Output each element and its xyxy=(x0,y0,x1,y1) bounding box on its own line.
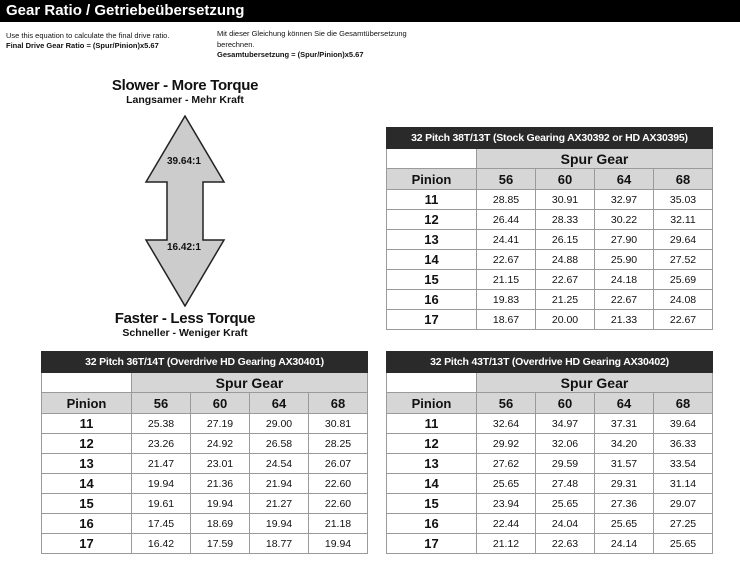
spur-gear-label: Spur Gear xyxy=(477,149,713,169)
spur-gear-label: Spur Gear xyxy=(132,373,368,393)
ratio-cell: 29.59 xyxy=(536,454,595,474)
table-title: 32 Pitch 43T/13T (Overdrive HD Gearing AX30402) xyxy=(387,352,713,373)
spur-tooth-header: 68 xyxy=(654,169,713,190)
pinion-cell: 14 xyxy=(387,250,477,270)
table-title-row xyxy=(387,352,713,373)
header-row xyxy=(42,393,368,414)
table-row xyxy=(42,454,368,474)
overdrive-36t-table xyxy=(41,351,368,554)
ratio-cell: 22.67 xyxy=(477,250,536,270)
ratio-cell: 24.54 xyxy=(250,454,309,474)
ratio-cell: 30.91 xyxy=(536,190,595,210)
spur-gear-row xyxy=(387,373,713,393)
ratio-cell: 21.94 xyxy=(250,474,309,494)
intro-german xyxy=(217,29,457,61)
pinion-cell: 17 xyxy=(42,534,132,554)
pinion-header: Pinion xyxy=(387,393,477,414)
table-row xyxy=(387,474,713,494)
pinion-cell: 15 xyxy=(387,494,477,514)
table-title: 32 Pitch 38T/13T (Stock Gearing AX30392 or HD AX30395) xyxy=(387,128,713,149)
ratio-cell: 16.42 xyxy=(132,534,191,554)
pinion-cell: 14 xyxy=(387,474,477,494)
ratio-cell: 29.92 xyxy=(477,434,536,454)
pinion-cell: 15 xyxy=(387,270,477,290)
ratio-cell: 39.64 xyxy=(654,414,713,434)
table-row xyxy=(387,310,713,330)
spur-tooth-header: 64 xyxy=(250,393,309,414)
ratio-cell: 25.90 xyxy=(595,250,654,270)
faster-sub-label: Schneller - Weniger Kraft xyxy=(122,327,248,339)
table-title: 32 Pitch 36T/14T (Overdrive HD Gearing AX30401) xyxy=(42,352,368,373)
ratio-cell: 21.33 xyxy=(595,310,654,330)
ratio-cell: 29.07 xyxy=(654,494,713,514)
ratio-cell: 28.85 xyxy=(477,190,536,210)
ratio-cell: 18.67 xyxy=(477,310,536,330)
ratio-cell: 27.62 xyxy=(477,454,536,474)
ratio-cell: 25.65 xyxy=(654,534,713,554)
ratio-cell: 31.57 xyxy=(595,454,654,474)
table-row xyxy=(387,210,713,230)
ratio-cell: 26.58 xyxy=(250,434,309,454)
table-row xyxy=(387,250,713,270)
table-row xyxy=(387,414,713,434)
slower-main-label: Slower - More Torque xyxy=(111,77,259,94)
page-title: Gear Ratio / Getriebeübersetzung xyxy=(0,0,740,22)
pinion-cell: 13 xyxy=(387,230,477,250)
ratio-cell: 27.36 xyxy=(595,494,654,514)
ratio-cell: 21.47 xyxy=(132,454,191,474)
spur-tooth-header: 60 xyxy=(536,169,595,190)
ratio-cell: 25.65 xyxy=(536,494,595,514)
intro-de-instruction: Mit dieser Gleichung können Sie die Gesamtübersetzung xyxy=(217,29,407,38)
ratio-cell: 24.88 xyxy=(536,250,595,270)
ratio-cell: 36.33 xyxy=(654,434,713,454)
pinion-cell: 13 xyxy=(42,454,132,474)
ratio-cell: 22.67 xyxy=(536,270,595,290)
ratio-cell: 20.00 xyxy=(536,310,595,330)
ratio-cell: 26.07 xyxy=(309,454,368,474)
ratio-top-label: 39.64:1 xyxy=(167,156,201,167)
ratio-cell: 27.52 xyxy=(654,250,713,270)
ratio-cell: 23.01 xyxy=(191,454,250,474)
spur-tooth-header: 68 xyxy=(309,393,368,414)
pinion-cell: 16 xyxy=(387,290,477,310)
ratio-cell: 19.61 xyxy=(132,494,191,514)
table-row xyxy=(387,534,713,554)
spur-tooth-header: 60 xyxy=(536,393,595,414)
ratio-cell: 19.94 xyxy=(309,534,368,554)
ratio-cell: 25.69 xyxy=(654,270,713,290)
ratio-bottom-label: 16.42:1 xyxy=(167,242,201,253)
ratio-cell: 24.08 xyxy=(654,290,713,310)
ratio-cell: 26.15 xyxy=(536,230,595,250)
pinion-cell: 16 xyxy=(387,514,477,534)
ratio-cell: 34.20 xyxy=(595,434,654,454)
table-title-row xyxy=(42,352,368,373)
ratio-cell: 28.25 xyxy=(309,434,368,454)
ratio-cell: 23.26 xyxy=(132,434,191,454)
spur-tooth-header: 64 xyxy=(595,169,654,190)
ratio-cell: 28.33 xyxy=(536,210,595,230)
ratio-cell: 24.14 xyxy=(595,534,654,554)
pinion-cell: 17 xyxy=(387,310,477,330)
faster-heading xyxy=(100,310,270,339)
slower-heading xyxy=(100,77,270,106)
spur-tooth-header: 56 xyxy=(132,393,191,414)
ratio-cell: 19.94 xyxy=(132,474,191,494)
ratio-cell: 23.94 xyxy=(477,494,536,514)
table-row xyxy=(387,190,713,210)
ratio-cell: 21.12 xyxy=(477,534,536,554)
spur-gear-row xyxy=(387,149,713,169)
pinion-cell: 11 xyxy=(42,414,132,434)
ratio-cell: 22.67 xyxy=(654,310,713,330)
ratio-cell: 25.38 xyxy=(132,414,191,434)
ratio-cell: 27.19 xyxy=(191,414,250,434)
blank-cell xyxy=(42,373,132,393)
table-row xyxy=(387,454,713,474)
pinion-cell: 17 xyxy=(387,534,477,554)
ratio-cell: 29.31 xyxy=(595,474,654,494)
ratio-cell: 17.59 xyxy=(191,534,250,554)
ratio-cell: 27.25 xyxy=(654,514,713,534)
ratio-cell: 37.31 xyxy=(595,414,654,434)
ratio-cell: 22.60 xyxy=(309,494,368,514)
pinion-cell: 12 xyxy=(387,434,477,454)
ratio-cell: 27.48 xyxy=(536,474,595,494)
ratio-cell: 17.45 xyxy=(132,514,191,534)
spur-gear-label: Spur Gear xyxy=(477,373,713,393)
ratio-cell: 34.97 xyxy=(536,414,595,434)
pinion-header: Pinion xyxy=(42,393,132,414)
ratio-cell: 22.63 xyxy=(536,534,595,554)
table-row xyxy=(42,414,368,434)
ratio-cell: 27.90 xyxy=(595,230,654,250)
intro-english xyxy=(6,31,206,51)
ratio-cell: 24.18 xyxy=(595,270,654,290)
intro-en-instruction: Use this equation to calculate the final drive ratio. xyxy=(6,31,170,40)
pinion-cell: 14 xyxy=(42,474,132,494)
spur-tooth-header: 60 xyxy=(191,393,250,414)
header-row xyxy=(387,393,713,414)
pinion-cell: 13 xyxy=(387,454,477,474)
ratio-cell: 21.15 xyxy=(477,270,536,290)
blank-cell xyxy=(387,149,477,169)
table-row xyxy=(387,270,713,290)
pinion-cell: 12 xyxy=(387,210,477,230)
ratio-cell: 25.65 xyxy=(595,514,654,534)
spur-tooth-header: 68 xyxy=(654,393,713,414)
ratio-cell: 22.60 xyxy=(309,474,368,494)
ratio-cell: 24.92 xyxy=(191,434,250,454)
ratio-cell: 21.27 xyxy=(250,494,309,514)
ratio-cell: 26.44 xyxy=(477,210,536,230)
ratio-cell: 22.67 xyxy=(595,290,654,310)
slower-sub-label: Langsamer - Mehr Kraft xyxy=(126,94,244,106)
ratio-cell: 32.97 xyxy=(595,190,654,210)
table-row xyxy=(387,434,713,454)
double-arrow-icon xyxy=(140,115,230,307)
table-row xyxy=(387,290,713,310)
table-row xyxy=(387,514,713,534)
table-row xyxy=(387,230,713,250)
ratio-cell: 21.36 xyxy=(191,474,250,494)
ratio-cell: 22.44 xyxy=(477,514,536,534)
ratio-cell: 29.00 xyxy=(250,414,309,434)
ratio-cell: 19.94 xyxy=(250,514,309,534)
ratio-cell: 18.69 xyxy=(191,514,250,534)
spur-tooth-header: 56 xyxy=(477,393,536,414)
pinion-cell: 12 xyxy=(42,434,132,454)
table-row xyxy=(42,534,368,554)
ratio-cell: 30.81 xyxy=(309,414,368,434)
spur-tooth-header: 64 xyxy=(595,393,654,414)
table-row xyxy=(387,494,713,514)
blank-cell xyxy=(387,373,477,393)
ratio-cell: 35.03 xyxy=(654,190,713,210)
table-row xyxy=(42,474,368,494)
ratio-cell: 21.25 xyxy=(536,290,595,310)
intro-de-instruction-cont: berechnen. xyxy=(217,39,255,49)
ratio-cell: 24.04 xyxy=(536,514,595,534)
stock-gearing-table xyxy=(386,127,713,330)
pinion-header: Pinion xyxy=(387,169,477,190)
ratio-cell: 32.06 xyxy=(536,434,595,454)
ratio-cell: 31.14 xyxy=(654,474,713,494)
ratio-cell: 32.64 xyxy=(477,414,536,434)
header-row xyxy=(387,169,713,190)
ratio-cell: 24.41 xyxy=(477,230,536,250)
ratio-cell: 25.65 xyxy=(477,474,536,494)
faster-main-label: Faster - Less Torque xyxy=(114,310,256,327)
spur-tooth-header: 56 xyxy=(477,169,536,190)
table-row xyxy=(42,494,368,514)
spur-gear-row xyxy=(42,373,368,393)
ratio-cell: 30.22 xyxy=(595,210,654,230)
overdrive-43t-table xyxy=(386,351,713,554)
ratio-cell: 19.94 xyxy=(191,494,250,514)
ratio-cell: 18.77 xyxy=(250,534,309,554)
intro-en-formula: Final Drive Gear Ratio = (Spur/Pinion)x5.67 xyxy=(6,41,159,50)
pinion-cell: 11 xyxy=(387,414,477,434)
ratio-cell: 21.18 xyxy=(309,514,368,534)
table-title-row xyxy=(387,128,713,149)
pinion-cell: 16 xyxy=(42,514,132,534)
ratio-cell: 32.11 xyxy=(654,210,713,230)
ratio-cell: 33.54 xyxy=(654,454,713,474)
table-row xyxy=(42,514,368,534)
table-row xyxy=(42,434,368,454)
ratio-cell: 19.83 xyxy=(477,290,536,310)
intro-de-formula: Gesamtubersetzung = (Spur/Pinion)x5.67 xyxy=(217,50,364,59)
pinion-cell: 15 xyxy=(42,494,132,514)
pinion-cell: 11 xyxy=(387,190,477,210)
ratio-cell: 29.64 xyxy=(654,230,713,250)
